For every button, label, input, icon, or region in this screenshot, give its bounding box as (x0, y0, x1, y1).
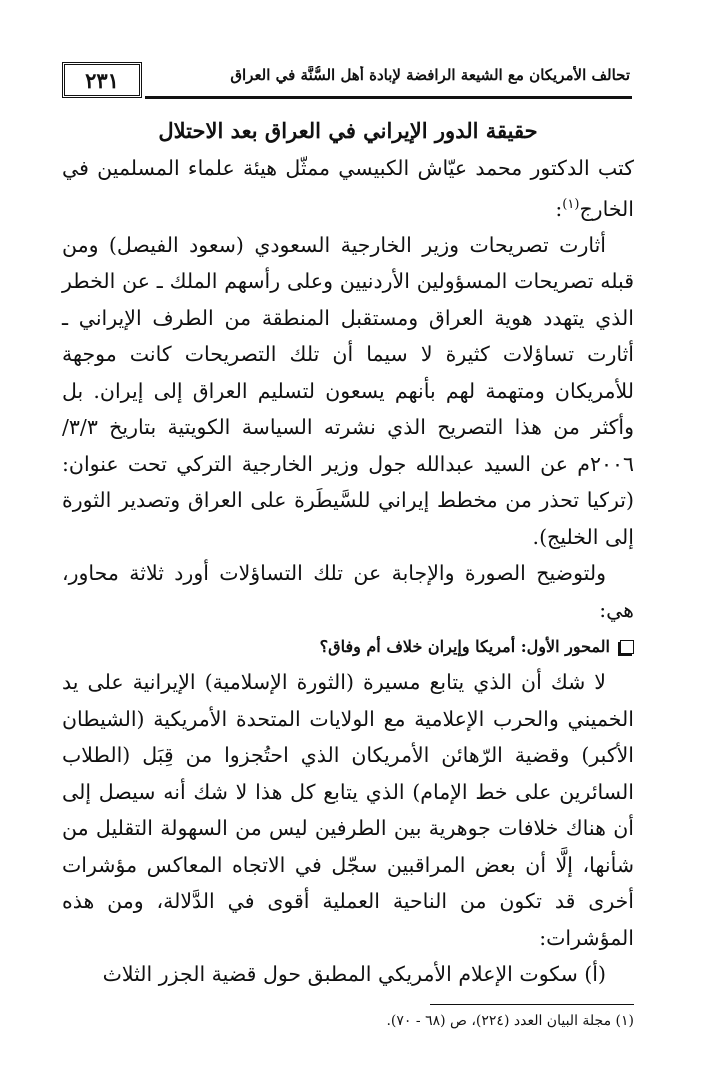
intro-text: كتب الدكتور محمد عيّاش الكبيسي ممثّل هيئة علماء المسلمين في الخارج (62, 156, 634, 221)
header-divider (145, 96, 632, 99)
intro-paragraph (62, 150, 634, 227)
checkbox-square-icon (620, 640, 634, 654)
section-title: حقيقة الدور الإيراني في العراق بعد الاحتلال (158, 118, 538, 143)
axis-1-heading (62, 630, 634, 664)
footnote-divider (430, 1004, 634, 1005)
main-text (62, 112, 634, 993)
paragraph-4: (أ) سكوت الإعلام الأمريكي المطبق حول قضية الجزر الثلاث (102, 962, 606, 987)
running-header-title: تحالف الأمريكان مع الشيعة الرافضة لإبادة أهل السُّنَّة في العراق (230, 66, 630, 84)
paragraph-2: ولتوضيح الصورة والإجابة عن تلك التساؤلات أورد ثلاثة محاور، هي: (62, 561, 634, 622)
axis-1-heading-text: المحور الأول: أمريكا وإيران خلاف أم وفاق؟ (319, 637, 610, 657)
paragraph-3: لا شك أن الذي يتابع مسيرة (الثورة الإسلامية) الإيرانية على يد الخميني والحرب الإعلامية مع الولايات المتحدة الأمريكية (الشيطان الأكبر) وقضية الرّهائن الأمريكان الذي احتُجزوا من قِبَل (الطلاب السائرين على خط الإمام) الذي يتابع كل هذا لا شك أنه سيصل إلى أن هناك خلافات جوهرية بين الطرفين ليس من السهولة التقليل من شأنها، إلَّا أن بعض المراقبين سجّل في الاتجاه المعاكس مؤشرات أخرى قد تكون من الناحية العملية أقوى في الدَّلالة، ومن هذه المؤشرات: (62, 670, 634, 950)
footnote: (١) مجلة البيان العدد (٢٢٤)، ص (٦٨ - ٧٠). (386, 1013, 634, 1029)
paragraph-1: أثارت تصريحات وزير الخارجية السعودي (سعود الفيصل) ومن قبله تصريحات المسؤولين الأردنيين وعلى رأسهم الملك ـ عن الخطر الذي يتهدد هوية العراق ومستقبل المنطقة من الطرف الإيراني ـ أثارت تساؤلات كثيرة لا سيما أن تلك التصريحات كانت موجهة للأمريكان ومتهمة لهم بأنهم يسعون لتسليم العراق إلى إيران. بل وأكثر من هذا التصريح الذي نشرته السياسة الكويتية بتاريخ ٣/٣/ ٢٠٠٦م عن السيد عبدالله جول وزير الخارجية التركي تحت عنوان: (تركيا تحذر من مخطط إيراني للسَّيطَرة على العراق وتصدير الثورة إلى الخليج). (62, 232, 634, 549)
intro-suffix: : (555, 196, 563, 221)
footnote-reference[interactable]: (١) (562, 196, 580, 212)
page-number: ٢٣١ (62, 62, 142, 98)
